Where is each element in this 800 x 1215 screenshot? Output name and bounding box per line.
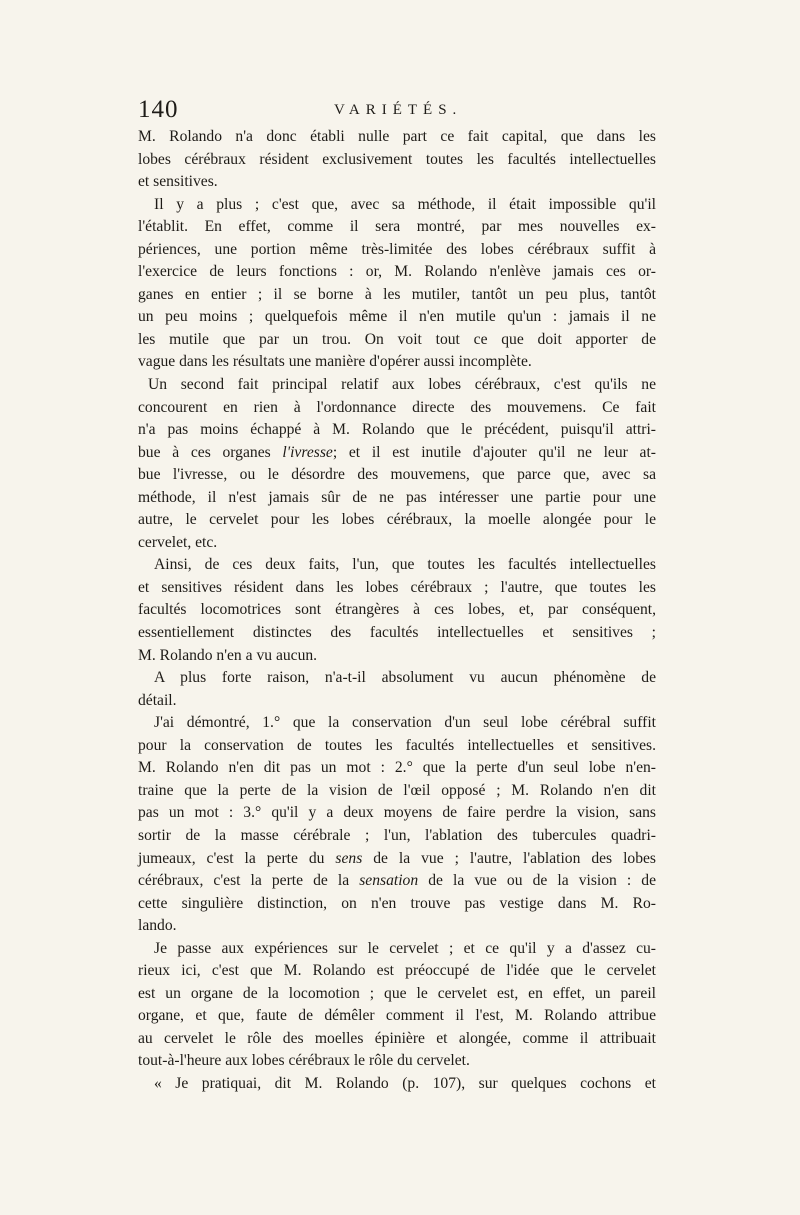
paragraph [138,1073,656,1096]
text-line: et sensitives. [138,173,218,191]
text-line: Il y a plus ; c'est que, avec sa méthode, il était impossible qu'il [154,195,656,213]
text-line: bue l'ivresse, ou le désordre des mouvemens, que parce que, avec sa [138,466,656,484]
text-segment: ; et il est inutile d'ajouter qu'il ne leur at- [332,443,656,461]
text-line: est un organe de la locomotion ; que le cervelet est, en effet, un pareil [138,984,656,1002]
text-segment: cérébraux, c'est la perte de la [138,872,350,890]
text-line: Je passe aux expériences sur le cervelet ; et ce qu'il y a d'assez cu- [154,939,656,957]
text-line: l'établit. En effet, comme il sera montré, par mes nouvelles ex- [138,218,656,236]
paragraph [138,126,656,194]
paragraph [138,554,656,667]
text-line: « Je pratiquai, dit M. Rolando (p. 107), sur quelques cochons et [154,1074,656,1092]
text-line: cervelet, etc. [138,533,218,551]
text-line: autre, le cervelet pour les lobes cérébraux, la moelle alongée pour le [138,511,656,529]
text-line [138,870,656,893]
text-line: traine que la perte de la vision de l'œil opposé ; M. Rolando n'en dit [138,781,656,799]
text-line [138,442,656,465]
text-line: M. Rolando n'a donc établi nulle part ce fait capital, que dans les [138,128,656,145]
text-line: Un second fait principal relatif aux lobes cérébraux, c'est qu'ils ne [148,376,656,394]
paragraph [138,194,656,374]
text-line: organe, et que, faute de démêler comment il l'est, M. Rolando attribue [138,1007,656,1025]
text-segment: de la vue ou de la vision : de [428,872,657,890]
italic-term: l'ivresse [282,443,333,461]
text-line: l'exercice de leurs fonctions : or, M. Rolando n'enlève jamais ces or- [138,263,656,281]
running-head [138,96,658,126]
text-line: essentiellement distinctes des facultés intellectuelles et sensitives ; [138,624,656,642]
text-line: détail. [138,691,177,709]
text-line: vague dans les résultats une manière d'opérer aussi incomplète. [138,353,532,371]
text-line: méthode, il n'est jamais sûr de ne pas intéresser une partie pour une [138,488,656,506]
text-line: facultés locomotrices sont étrangères à ces lobes, et, par conséquent, [138,601,656,619]
text-line: sortir de la masse cérébrale ; l'un, l'ablation des tubercules quadri- [138,826,656,844]
italic-term: sens [335,849,363,867]
paragraph [138,667,656,712]
page-number: 140 [138,96,179,123]
text-line: M. Rolando n'en dit pas un mot : 2.° que la perte d'un seul lobe n'en- [138,759,656,777]
text-line: les mutile que par un trou. On voit tout ce que doit apporter de [138,330,656,348]
paragraph [138,712,656,937]
text-line: ganes en entier ; il se borne à les mutiler, tantôt un peu plus, tantôt [138,285,656,303]
text-line: rieux ici, c'est que M. Rolando est préoccupé de l'idée que le cervelet [138,962,656,980]
text-segment: de la vue ; l'autre, l'ablation des lobes [373,849,656,867]
text-line: lobes cérébraux résident exclusivement toutes les facultés intellectuelles [138,150,656,168]
text-line: cette singulière distinction, on n'en trouve pas vestige dans M. Ro- [138,894,656,912]
text-line [138,848,656,871]
text-line: périences, une portion même très-limitée des lobes cérébraux suffit à [138,240,656,258]
text-segment: jumeaux, c'est la perte du [138,849,325,867]
text-line: pas un mot : 3.° qu'il y a deux moyens de faire perdre la vision, sans [138,804,656,822]
paragraph [138,374,656,554]
text-line: lando. [138,917,177,935]
text-segment: bue à ces organes [138,443,271,461]
paragraph [138,938,656,1073]
text-line: J'ai démontré, 1.° que la conservation d'un seul lobe cérébral suffit [154,714,656,732]
text-line: tout-à-l'heure aux lobes cérébraux le rôle du cervelet. [138,1052,470,1070]
text-line: au cervelet le rôle des moelles épinière et alongée, comme il attribuait [138,1029,656,1047]
body-text [138,126,656,1096]
text-line: A plus forte raison, n'a-t-il absolument vu aucun phénomène de [154,669,656,687]
text-line: n'a pas moins échappé à M. Rolando que le précédent, puisqu'il attri- [138,421,656,439]
italic-term: sensation [359,872,419,890]
text-line: un peu moins ; quelquefois même il n'en mutile qu'un : jamais il ne [138,308,656,326]
text-line: concourent en rien à l'ordonnance directe des mouvemens. Ce fait [138,398,656,416]
text-line: Ainsi, de ces deux faits, l'un, que toutes les facultés intellectuelles [154,556,656,574]
text-line: M. Rolando n'en a vu aucun. [138,646,318,664]
text-line: pour la conservation de toutes les facultés intellectuelles et sensitives. [138,736,656,754]
text-line: et sensitives résident dans les lobes cérébraux ; l'autre, que toutes les [138,578,656,596]
section-title: VARIÉTÉS. [334,102,463,118]
